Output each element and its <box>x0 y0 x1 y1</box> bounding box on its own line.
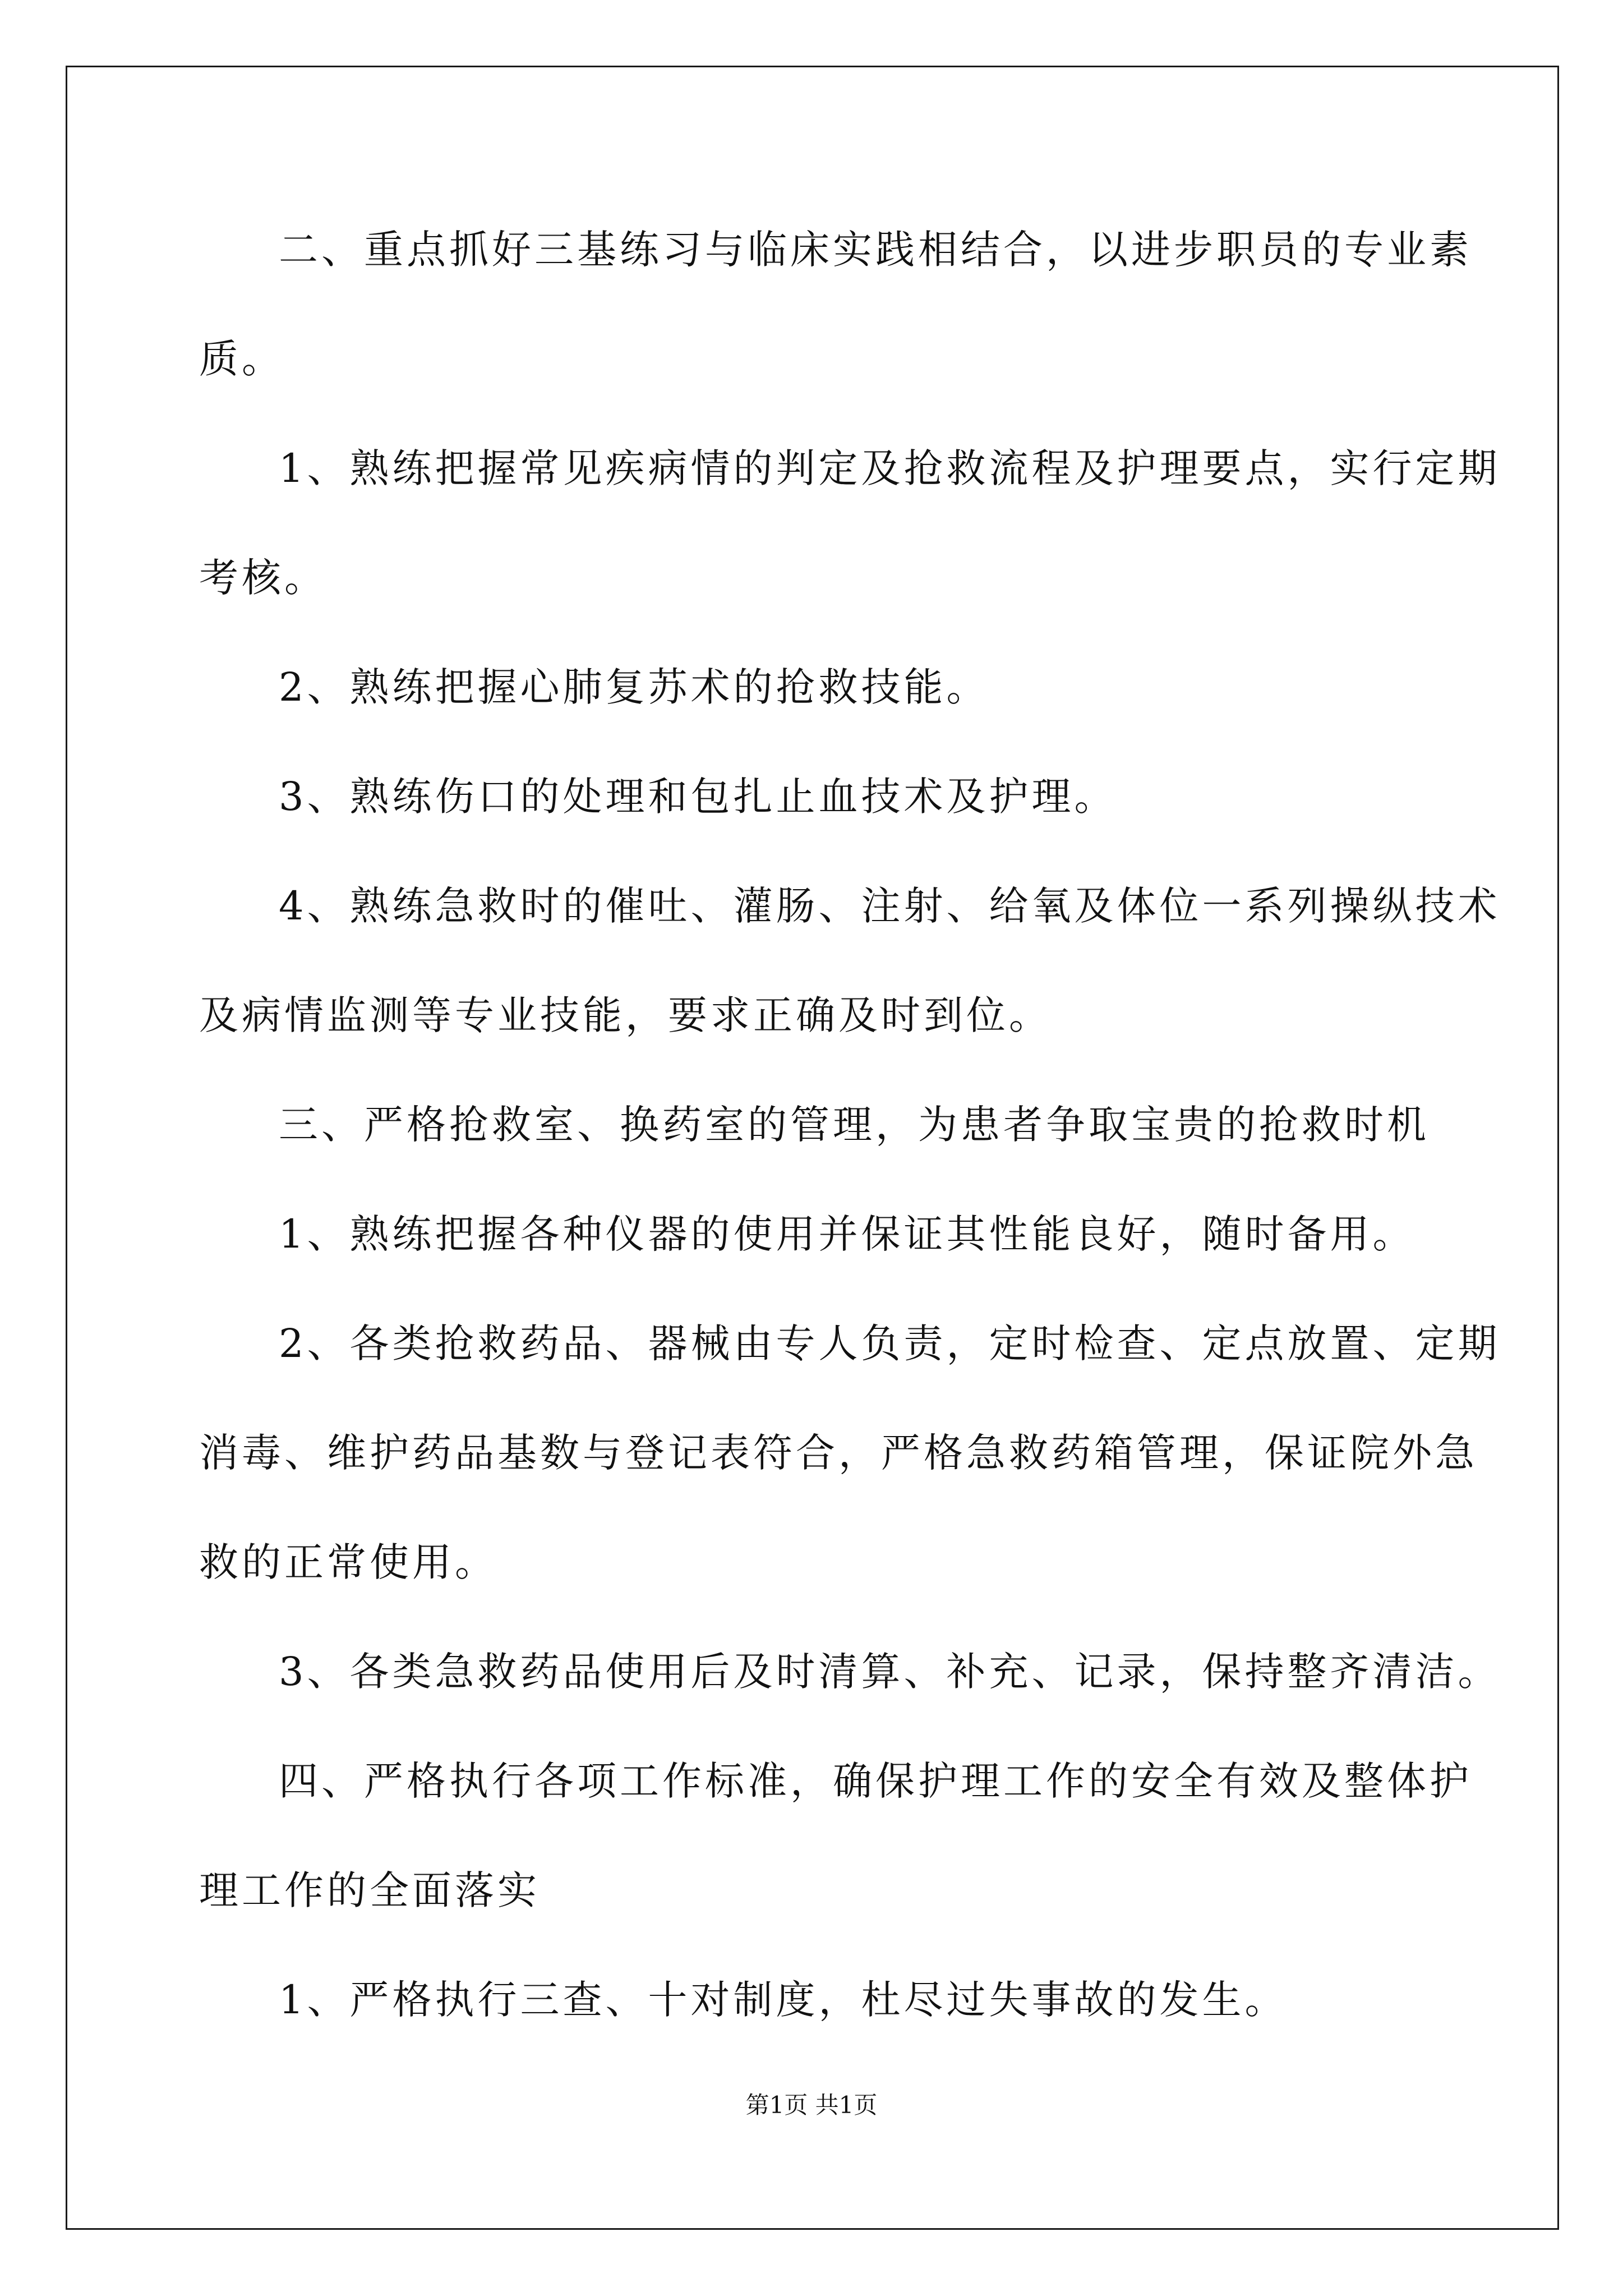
paragraph-line: 2、熟练把握心肺复苏术的抢救技能。 <box>279 664 989 710</box>
paragraph-line: 3、各类急救药品使用后及时清算、补充、记录，保持整齐清洁。 <box>279 1649 1501 1695</box>
paragraph-line: 四、严格执行各项工作标准，确保护理工作的安全有效及整体护 <box>279 1758 1472 1804</box>
page-number-footer: 第1页 共1页 <box>745 2091 878 2119</box>
paragraph-line: 1、严格执行三查、十对制度，杜尽过失事故的发生。 <box>279 1977 1288 2023</box>
paragraph-line: 救的正常使用。 <box>199 1539 497 1585</box>
paragraph-line: 质。 <box>199 336 284 382</box>
paragraph-line: 1、熟练把握常见疾病情的判定及抢救流程及护理要点，实行定期 <box>279 445 1501 491</box>
paragraph-line: 2、各类抢救药品、器械由专人负责，定时检查、定点放置、定期 <box>279 1320 1501 1366</box>
paragraph-line: 3、熟练伤口的处理和包扎止血技术及护理。 <box>279 774 1117 820</box>
paragraph-line: 二、重点抓好三基练习与临床实践相结合，以进步职员的专业素 <box>279 227 1472 273</box>
paragraph-line: 三、严格抢救室、换药室的管理，为患者争取宝贵的抢救时机 <box>279 1102 1430 1148</box>
paragraph-line: 理工作的全面落实 <box>199 1867 540 1913</box>
paragraph-line: 考核。 <box>199 555 327 601</box>
paragraph-line: 4、熟练急救时的催吐、灌肠、注射、给氧及体位一系列操纵技术 <box>279 883 1501 929</box>
paragraph-line: 消毒、维护药品基数与登记表符合，严格急救药箱管理，保证院外急 <box>199 1430 1478 1476</box>
paragraph-line: 1、熟练把握各种仪器的使用并保证其性能良好，随时备用。 <box>279 1211 1415 1257</box>
paragraph-line: 及病情监测等专业技能，要求正确及时到位。 <box>199 992 1052 1038</box>
